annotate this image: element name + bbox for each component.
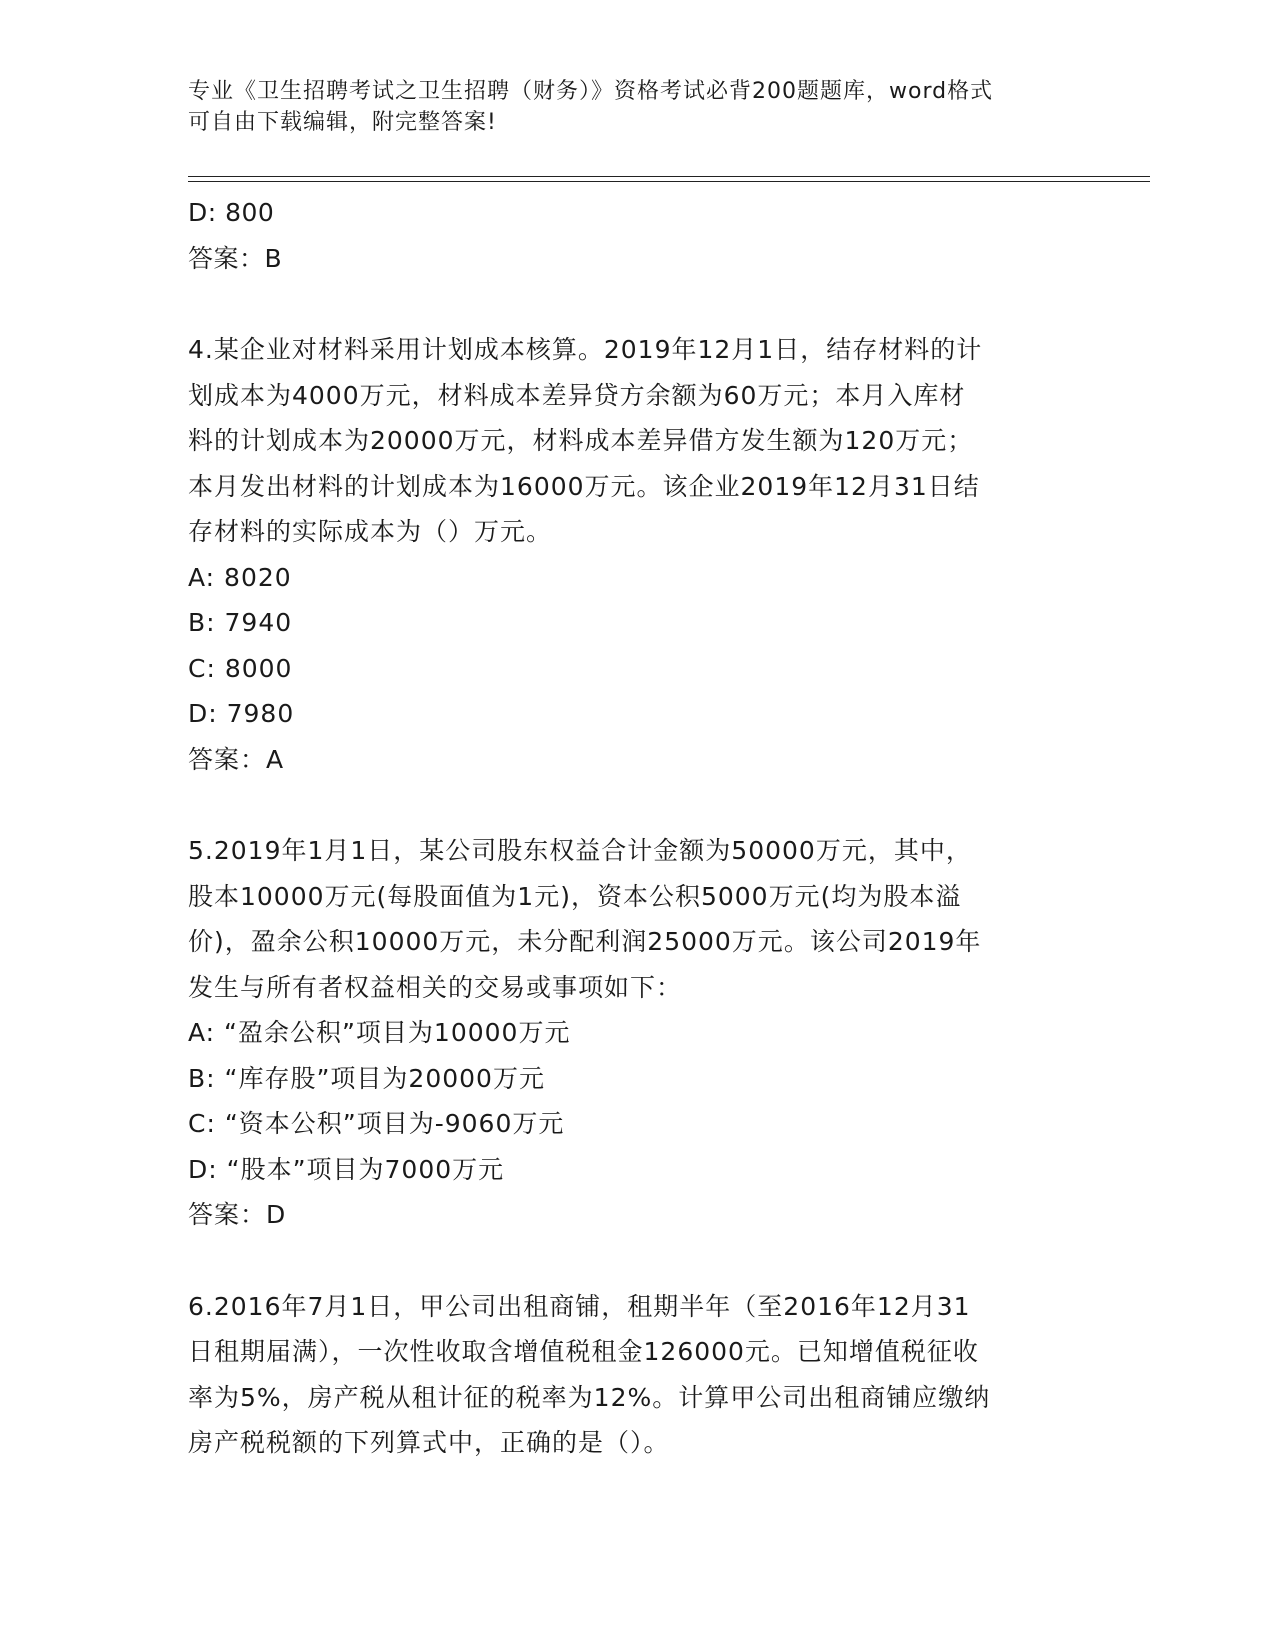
header-divider-bottom: [188, 181, 1150, 182]
question-text-line: 5.2019年1月1日，某公司股东权益合计金额为50000万元，其中，: [188, 836, 972, 865]
spacer: [188, 281, 1088, 327]
document-header: [188, 76, 1068, 138]
question-text-line: 房产税税额的下列算式中，正确的是（）。: [188, 1428, 670, 1457]
question-text-line: 划成本为4000万元，材料成本差异贷方余额为60万元；本月入库材: [188, 380, 966, 410]
option-b: B: 7940: [188, 608, 293, 637]
option-d: D: 800: [188, 198, 275, 227]
spacer: [188, 782, 1088, 828]
previous-question-fragment: [188, 190, 1088, 281]
option-d: D: 7980: [188, 699, 295, 728]
spacer: [188, 1238, 1088, 1284]
answer-line: 答案：B: [188, 243, 283, 273]
question-text-line: 存材料的实际成本为（）万元。: [188, 517, 553, 546]
header-title-line-1: 专业《卫生招聘考试之卫生招聘（财务）》资格考试必背200题题库，word格式: [188, 79, 994, 104]
question-text-line: 日租期届满），一次性收取含增值税租金126000元。已知增值税征收: [188, 1337, 979, 1366]
option-c: C: 8000: [188, 653, 293, 683]
question-text-line: 料的计划成本为20000万元，材料成本差异借方发生额为120万元；: [188, 426, 974, 455]
header-divider-top: [188, 176, 1150, 177]
answer-line: 答案：D: [188, 1200, 287, 1229]
question-text-line: 股本10000万元(每股面值为1元)，资本公积5000万元(均为股本溢: [188, 881, 962, 911]
question-text-line: 价)，盈余公积10000万元，未分配利润25000万元。该公司2019年: [188, 927, 982, 956]
option-c: C: “资本公积”项目为-9060万元: [188, 1109, 565, 1138]
option-b: B: “库存股”项目为20000万元: [188, 1063, 545, 1093]
document-body: [188, 190, 1088, 1466]
option-a: A: 8020: [188, 562, 292, 592]
answer-line: 答案：A: [188, 744, 285, 774]
question-text-line: 率为5%，房产税从租计征的税率为12%。计算甲公司出租商铺应缴纳: [188, 1382, 991, 1412]
question-text-line: 6.2016年7月1日，甲公司出租商铺，租期半年（至2016年12月31: [188, 1291, 971, 1321]
question-5: [188, 828, 1088, 1238]
question-text-line: 本月发出材料的计划成本为16000万元。该企业2019年12月31日结: [188, 471, 980, 501]
option-a: A: “盈余公积”项目为10000万元: [188, 1018, 571, 1047]
header-title-line-2: 可自由下载编辑，附完整答案!: [188, 110, 497, 135]
question-text-line: 4.某企业对材料采用计划成本核算。2019年12月1日，结存材料的计: [188, 335, 983, 364]
option-d: D: “股本”项目为7000万元: [188, 1154, 505, 1184]
question-text-line: 发生与所有者权益相关的交易或事项如下：: [188, 972, 683, 1002]
question-4: [188, 327, 1088, 782]
question-6: [188, 1284, 1088, 1466]
